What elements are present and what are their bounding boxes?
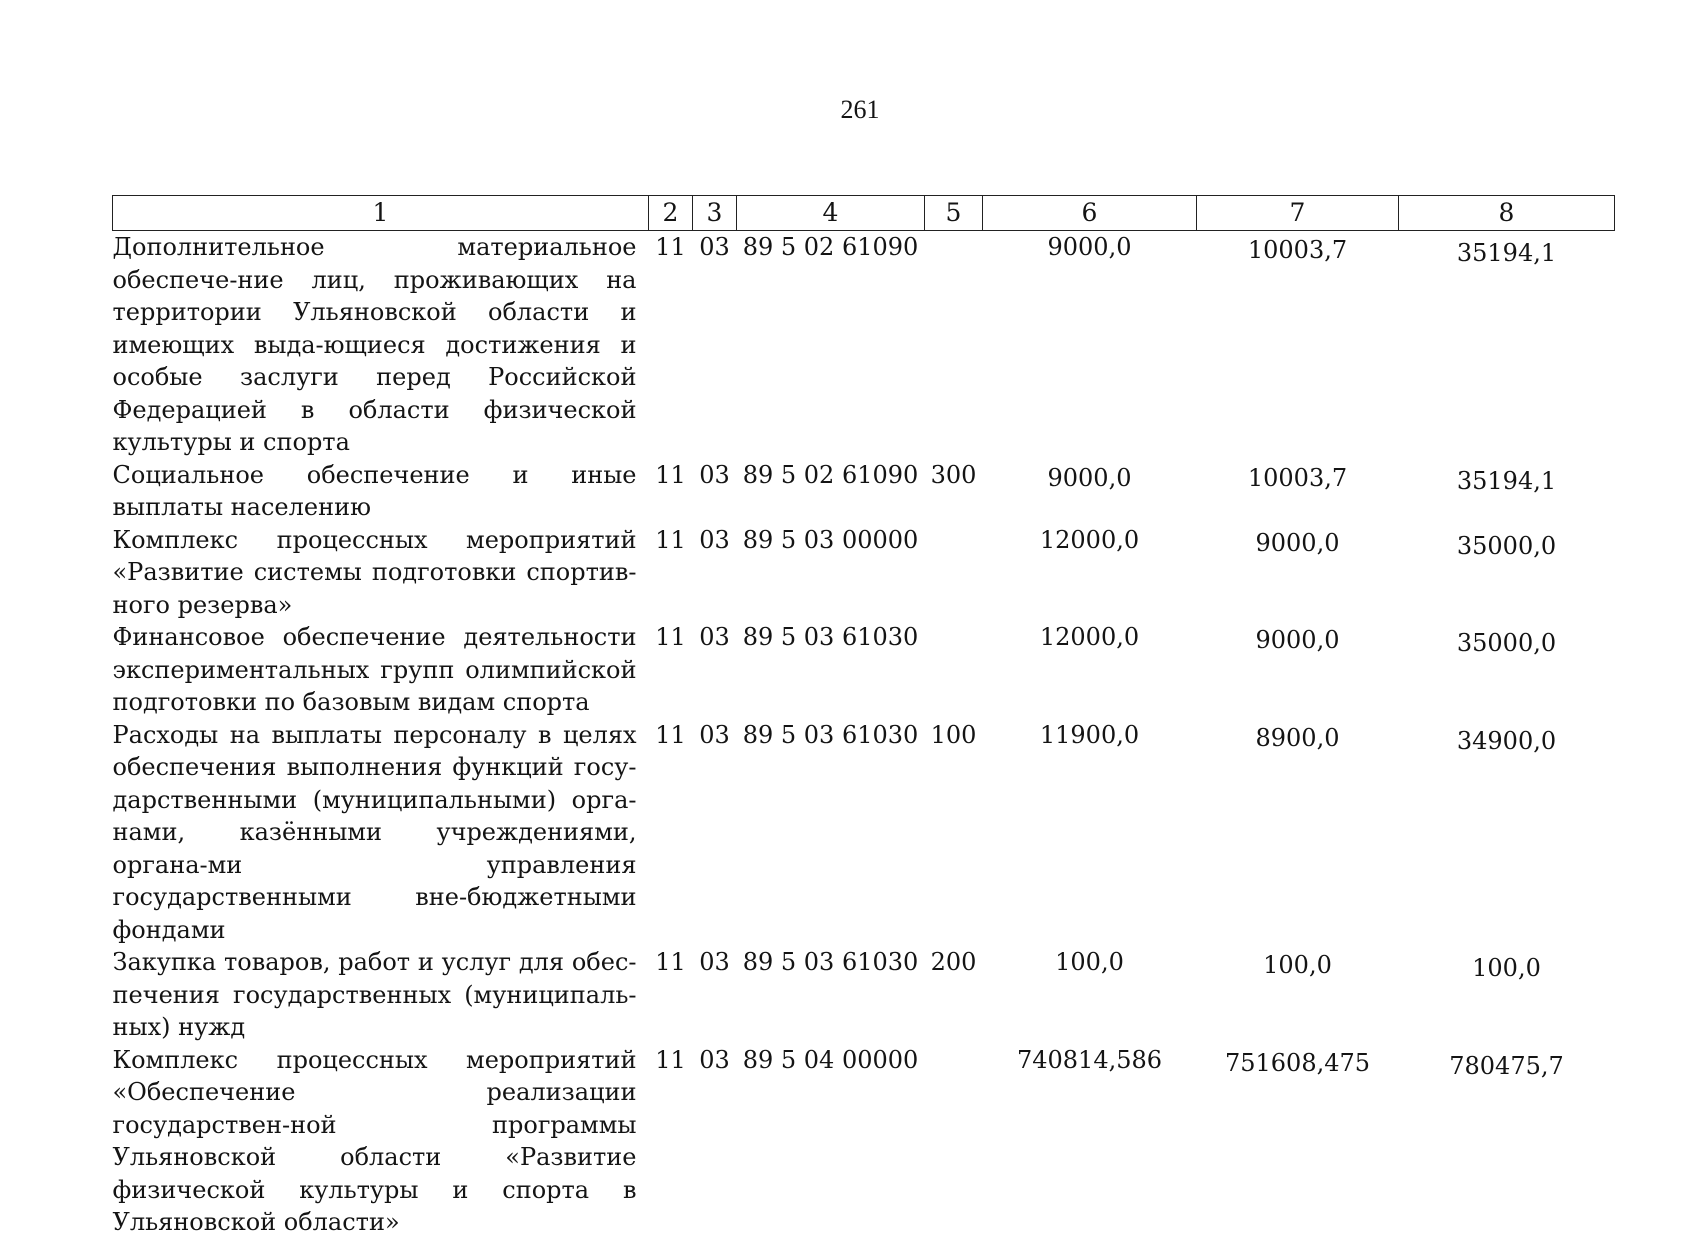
row-amount-8: 34900,0 [1456, 726, 1557, 755]
table-row [113, 946, 1615, 1044]
row-name: Комплекс процессных мероприятий «Обеспечение реализации государствен-ной программы Ульяновской области «Развитие физической культуры и спорта в Ульяновской области» [112, 1045, 637, 1236]
row-amount-7: 9000,0 [1255, 626, 1340, 654]
budget-table [112, 195, 1615, 1239]
row-amount-8: 35000,0 [1456, 629, 1557, 657]
row-target-code: 89 5 03 61030 [742, 623, 919, 651]
row-amount-7: 9000,0 [1255, 528, 1340, 557]
row-name: Социальное обеспечение и иные выплаты населению [112, 460, 637, 521]
header-col-5: 5 [925, 196, 983, 231]
row-amount-7: 10003,7 [1247, 236, 1348, 264]
row-amount-6: 12000,0 [1039, 623, 1140, 651]
row-amount-6: 12000,0 [1039, 525, 1140, 554]
row-subsection: 03 [699, 233, 730, 261]
row-target-code: 89 5 03 61030 [742, 720, 919, 749]
header-col-3: 3 [693, 196, 737, 231]
table-row [113, 1044, 1615, 1239]
row-subsection: 03 [699, 460, 730, 489]
row-expense-type [925, 621, 983, 719]
table-row [113, 719, 1615, 947]
row-target-code: 89 5 04 00000 [742, 1045, 919, 1074]
row-subsection: 03 [699, 623, 730, 651]
row-amount-8: 35194,1 [1456, 239, 1557, 267]
row-subsection: 03 [699, 1045, 730, 1074]
row-expense-type [925, 1044, 983, 1239]
row-section: 11 [655, 1045, 686, 1074]
row-amount-6: 740814,586 [1016, 1045, 1163, 1074]
row-name: Закупка товаров, работ и услуг для обес-печения государственных (муниципаль-ных) нужд [112, 948, 637, 1041]
row-section: 11 [655, 525, 686, 554]
row-name: Расходы на выплаты персоналу в целях обеспечения выполнения функций госу-дарственными (муниципальными) орга-нами, казёнными учреждениями, органа-ми управления государственными вне-бюджетными фондами [112, 720, 637, 944]
row-expense-type [925, 524, 983, 622]
row-amount-8: 35194,1 [1456, 466, 1557, 495]
row-target-code: 89 5 02 61090 [742, 233, 919, 261]
row-section: 11 [655, 720, 686, 749]
row-amount-8: 780475,7 [1449, 1051, 1564, 1080]
header-col-4: 4 [737, 196, 925, 231]
header-col-7: 7 [1197, 196, 1399, 231]
row-section: 11 [655, 460, 686, 489]
table-row [113, 621, 1615, 719]
row-amount-6: 9000,0 [1047, 463, 1132, 492]
table-row [113, 231, 1615, 459]
row-amount-8: 35000,0 [1456, 531, 1557, 560]
row-expense-type: 100 [930, 720, 977, 749]
row-amount-7: 751608,475 [1224, 1048, 1371, 1077]
row-expense-type [925, 231, 983, 459]
header-col-8: 8 [1399, 196, 1615, 231]
row-amount-8: 100,0 [1472, 954, 1541, 982]
row-amount-6: 11900,0 [1039, 720, 1140, 749]
header-row [113, 196, 1615, 231]
row-target-code: 89 5 03 61030 [742, 948, 919, 976]
row-amount-7: 8900,0 [1255, 723, 1340, 752]
row-expense-type: 200 [930, 948, 977, 976]
row-target-code: 89 5 02 61090 [742, 460, 919, 489]
row-name: Финансовое обеспечение деятельности экспериментальных групп олимпийской подготовки по базовым видам спорта [112, 623, 637, 716]
row-section: 11 [655, 948, 686, 976]
header-col-6: 6 [983, 196, 1197, 231]
row-subsection: 03 [699, 525, 730, 554]
row-section: 11 [655, 623, 686, 651]
row-subsection: 03 [699, 948, 730, 976]
header-col-2: 2 [649, 196, 693, 231]
page-number: 261 [840, 95, 880, 124]
table-row [113, 524, 1615, 622]
row-subsection: 03 [699, 720, 730, 749]
row-amount-6: 100,0 [1055, 948, 1124, 976]
row-amount-6: 9000,0 [1047, 233, 1132, 261]
row-section: 11 [655, 233, 686, 261]
row-amount-7: 100,0 [1263, 951, 1332, 979]
row-name: Комплекс процессных мероприятий «Развитие системы подготовки спортив-ного резерва» [112, 525, 637, 619]
row-expense-type: 300 [930, 460, 977, 489]
row-amount-7: 10003,7 [1247, 463, 1348, 492]
header-col-1: 1 [113, 196, 649, 231]
row-name: Дополнительное материальное обеспече-ние лиц, проживающих на территории Ульяновской области и имеющих выда-ющиеся достижения и особые заслуги перед Российской Федерацией в области физической культуры и спорта [112, 233, 637, 456]
row-target-code: 89 5 03 00000 [742, 525, 919, 554]
table-row [113, 459, 1615, 524]
